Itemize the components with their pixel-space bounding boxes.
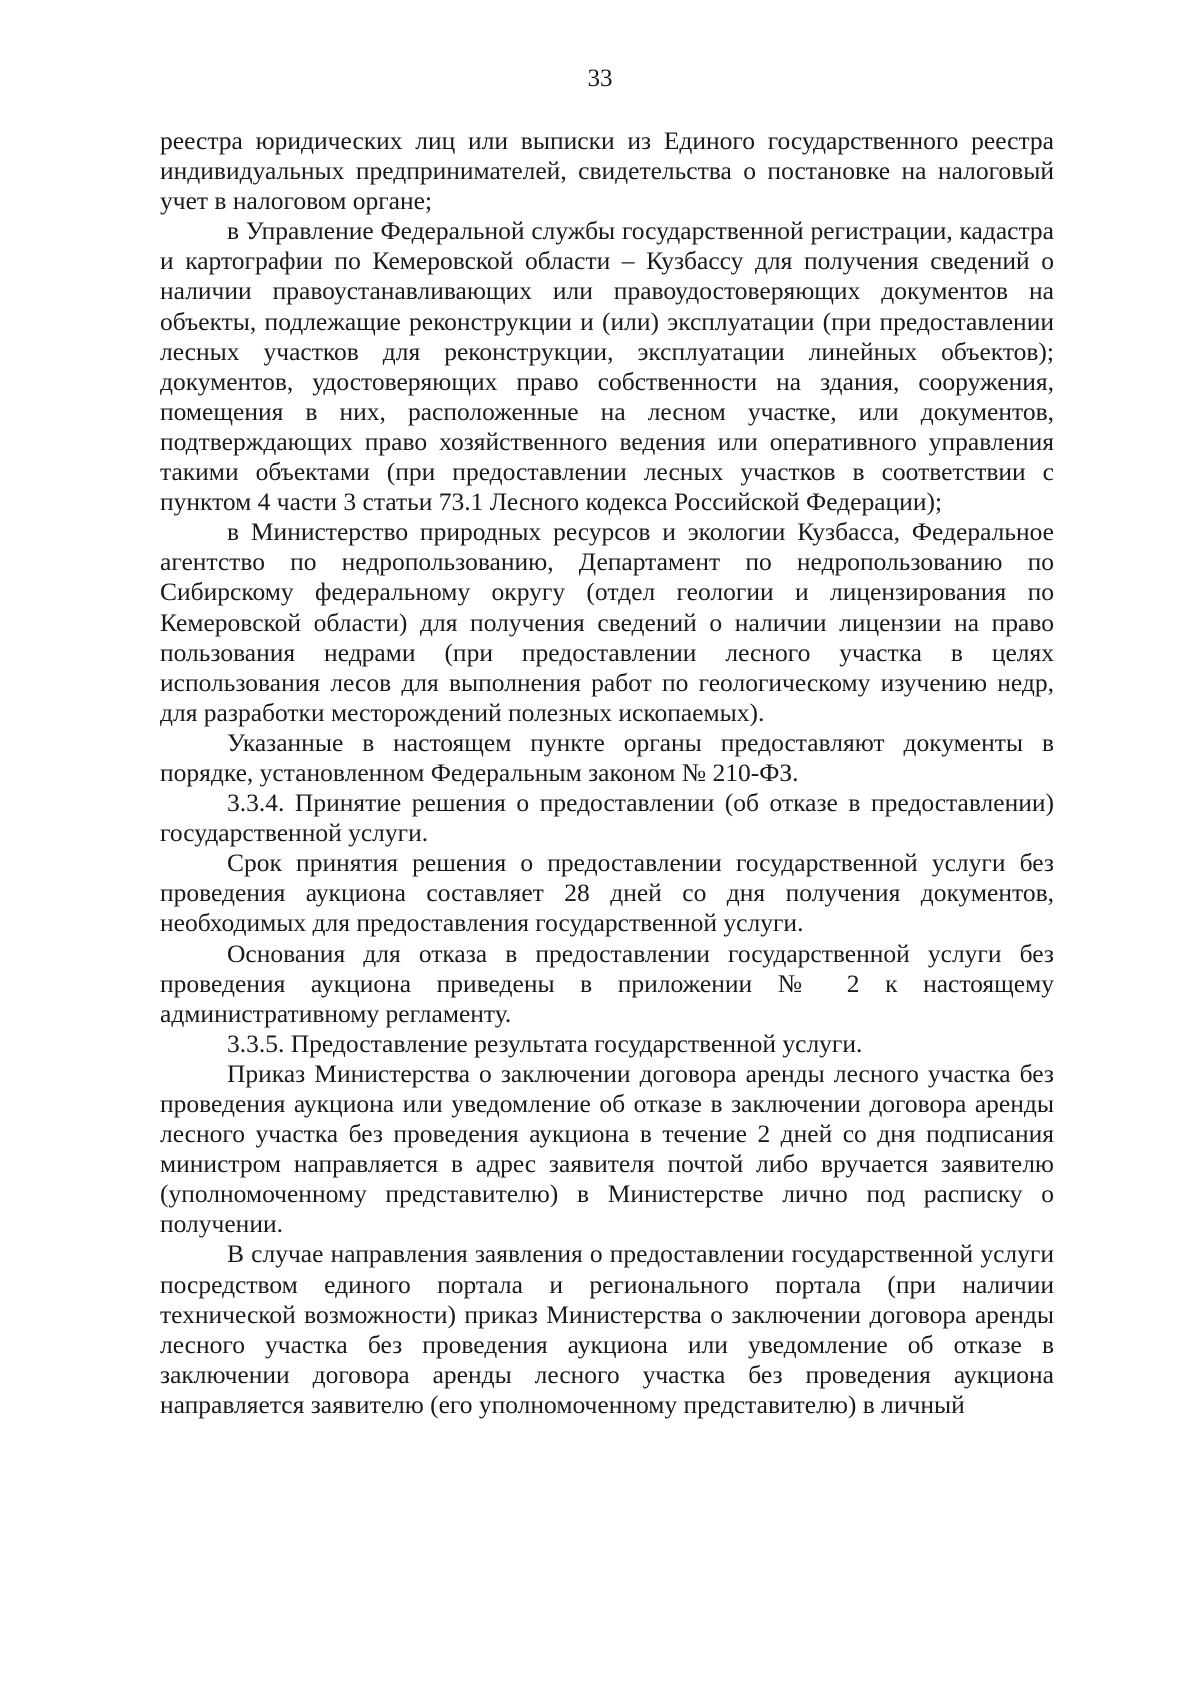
paragraph: В случае направления заявления о предоставлении государственной услуги посредством единого портала и регионального портала (при наличии технической возможности) приказ Министерства о заключении договора аренды лесного участка без проведения аукциона или уведомление об отказе в заключении договора аренды лесного участка без проведения аукциона направляется заявителю (его уполномоченному представителю) в личный	[160, 1239, 1054, 1419]
section-heading: 3.3.4. Принятие решения о предоставлении (об отказе в предоставлении) государственной услуги.	[160, 788, 1054, 848]
page-number: 33	[587, 65, 613, 92]
paragraph: реестра юридических лиц или выписки из Единого государственного реестра индивидуальных предпринимателей, свидетельства о постановке на налоговый учет в налоговом органе;	[160, 126, 1054, 216]
section-heading: 3.3.5. Предоставление результата государственной услуги.	[227, 1028, 863, 1058]
paragraph: Указанные в настоящем пункте органы предоставляют документы в порядке, установленном Федеральным законом № 210-ФЗ.	[160, 727, 1054, 787]
paragraph: Срок принятия решения о предоставлении государственной услуги без проведения аукциона составляет 28 дней со дня получения документов, необходимых для предоставления государственной услуги.	[160, 848, 1054, 938]
paragraph: в Министерство природных ресурсов и экологии Кузбасса, Федеральное агентство по недропользованию, Департамент по недропользованию по Сибирскому федеральному округу (отдел геологии и лицензирования по Кемеровской области) для получения сведений о наличии лицензии на право пользования недрами (при предоставлении лесного участка в целях использования лесов для выполнения работ по геологическому изучению недр, для разработки месторождений полезных ископаемых).	[160, 517, 1054, 727]
paragraph: Приказ Министерства о заключении договора аренды лесного участка без проведения аукциона или уведомление об отказе в заключении договора аренды лесного участка без проведения аукциона в течение 2 дней со дня подписания министром направляется в адрес заявителя почтой либо вручается заявителю (уполномоченному представителю) в Министерстве лично под расписку о получении.	[160, 1058, 1054, 1239]
paragraph: Основания для отказа в предоставлении государственной услуги без проведения аукциона приведены в приложении № 2 к настоящему административному регламенту.	[160, 938, 1054, 1028]
document-body	[160, 126, 1054, 1420]
paragraph: в Управление Федеральной службы государственной регистрации, кадастра и картографии по Кемеровской области – Кузбассу для получения сведений о наличии правоустанавливающих или правоудостоверяющих документов на объекты, подлежащие реконструкции и (или) эксплуатации (при предоставлении лесных участков для реконструкции, эксплуатации линейных объектов); документов, удостоверяющих право собственности на здания, сооружения, помещения в них, расположенные на лесном участке, или документов, подтверждающих право хозяйственного ведения или оперативного управления такими объектами (при предоставлении лесных участков в соответствии с пунктом 4 части 3 статьи 73.1 Лесного кодекса Российской Федерации);	[160, 216, 1054, 517]
